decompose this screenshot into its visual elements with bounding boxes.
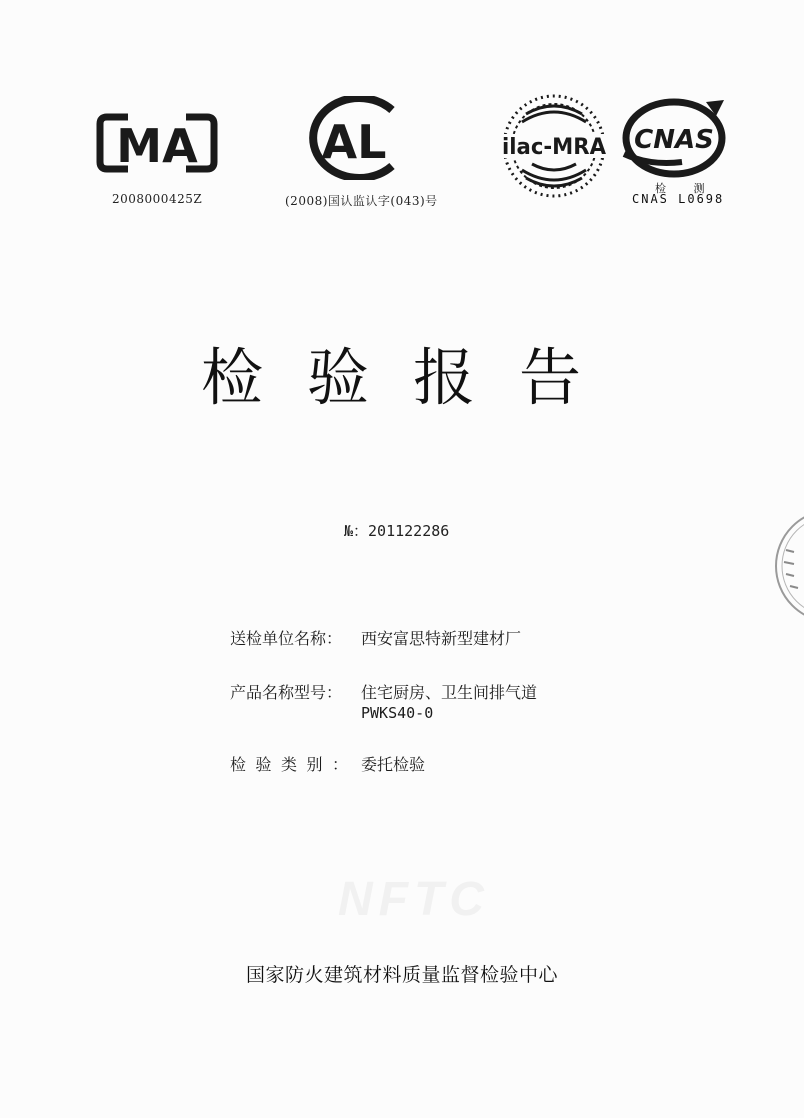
ilac-mra-logo-icon bbox=[498, 92, 610, 200]
field-label: 送检单位名称： bbox=[230, 629, 343, 648]
field-label: 检验类别： bbox=[230, 755, 358, 774]
field-label: 产品名称型号： bbox=[230, 683, 343, 702]
field-inspection-type bbox=[230, 752, 425, 775]
cma-cert-code: 2008000425Z bbox=[112, 192, 203, 206]
nftc-watermark: NFTC bbox=[338, 873, 490, 926]
report-number: №：201122286 bbox=[344, 522, 450, 540]
partial-seal-icon bbox=[772, 506, 804, 626]
report-title: 检验报告 bbox=[200, 341, 625, 414]
field-product bbox=[230, 680, 538, 722]
field-value-line2: PWKS40-0 bbox=[361, 704, 434, 722]
cma-logo-icon bbox=[96, 112, 218, 174]
cnas-sub-label: 检 测 bbox=[655, 182, 717, 195]
cnas-logo-text: CNAS bbox=[634, 125, 714, 155]
ilac-logo-text: ilac-MRA bbox=[502, 135, 606, 160]
field-value: 西安富思特新型建材厂 bbox=[361, 629, 522, 648]
field-submitter bbox=[230, 626, 521, 649]
issuing-organization: 国家防火建筑材料质量监督检验中心 bbox=[245, 964, 558, 986]
cal-cert-code: (2008)国认监认字(043)号 bbox=[285, 194, 438, 208]
cal-logo-text: AL bbox=[321, 115, 387, 169]
field-value: 住宅厨房、卫生间排气道 bbox=[361, 683, 538, 702]
cnas-logo-icon bbox=[620, 96, 728, 180]
cma-logo-text: MA bbox=[116, 119, 198, 173]
cnas-code: CNAS L0698 bbox=[632, 192, 725, 206]
field-value: 委托检验 bbox=[361, 755, 426, 774]
cal-logo-icon bbox=[304, 96, 412, 180]
